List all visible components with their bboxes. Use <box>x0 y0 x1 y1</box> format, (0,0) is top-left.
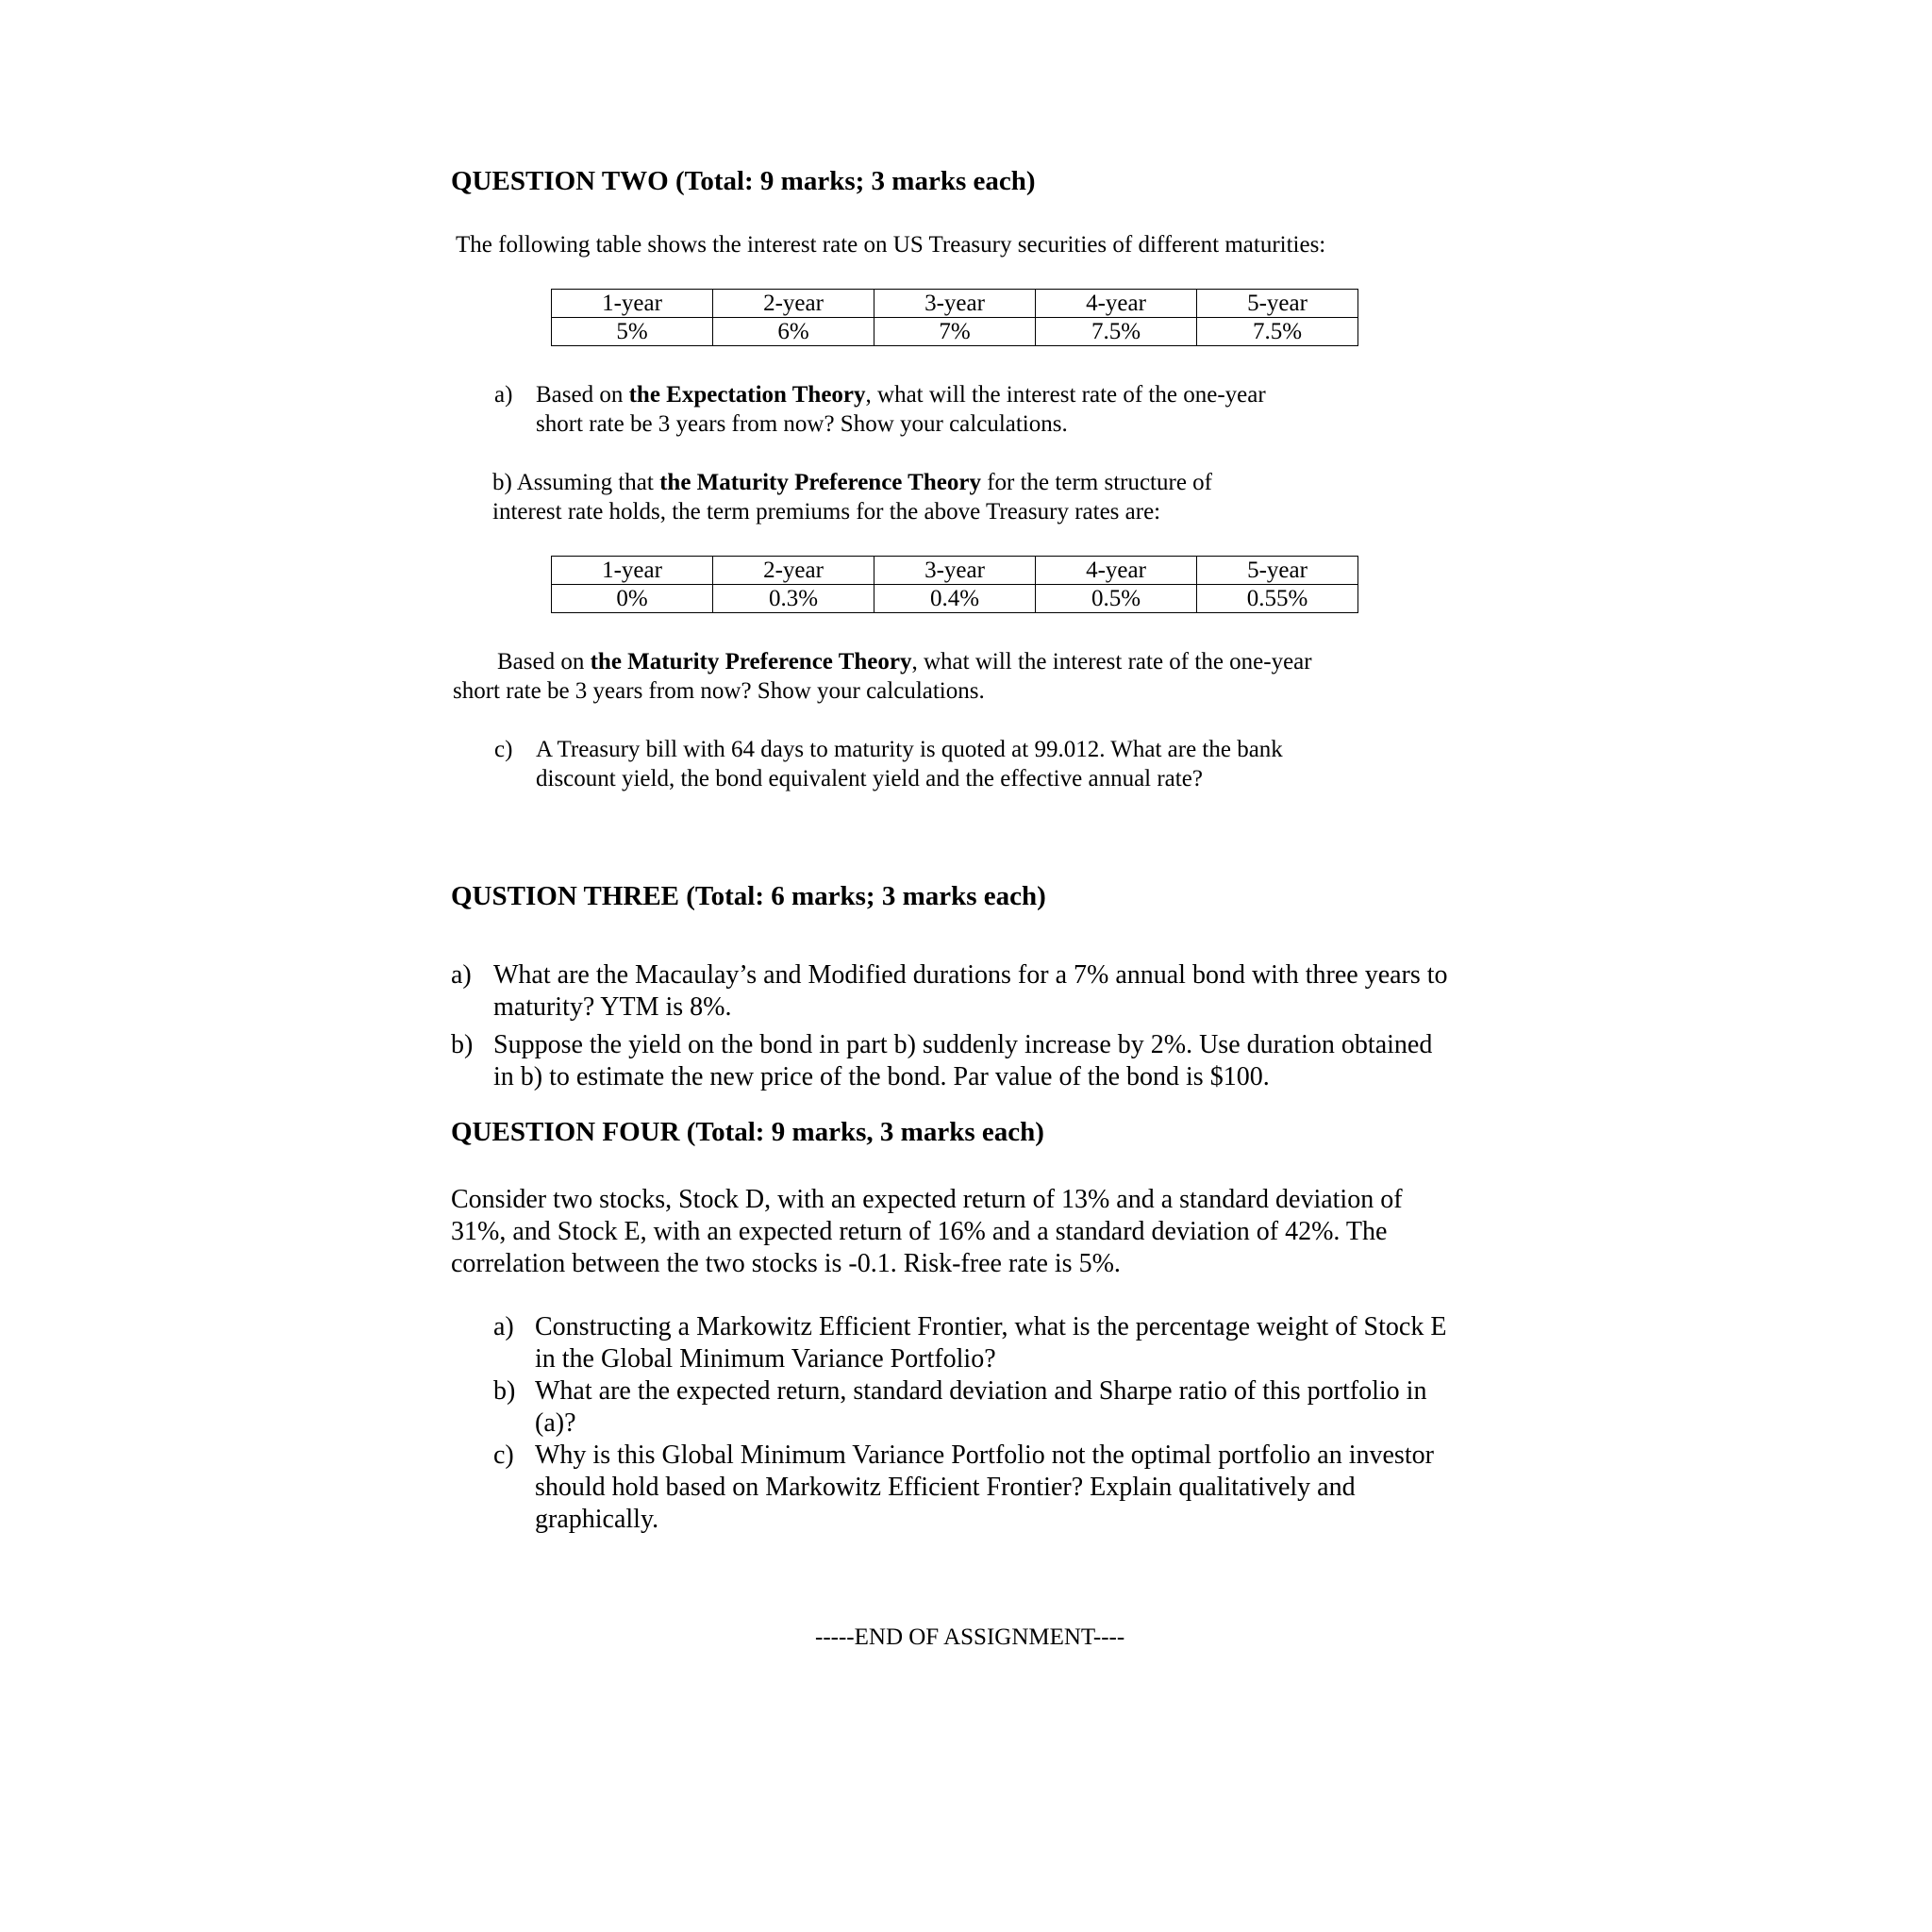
text-line: What are the expected return, standard deviation and Sharpe ratio of this portfolio in <box>535 1376 1427 1406</box>
text-line: in the Global Minimum Variance Portfolio? <box>535 1344 996 1374</box>
text-run: , what will the interest rate of the one-year <box>911 649 1312 675</box>
question-two-heading: QUESTION TWO (Total: 9 marks; 3 marks each) <box>451 166 1036 196</box>
text-run: Based on <box>536 382 629 408</box>
question-two-part-b <box>492 468 1530 530</box>
question-two-part-a <box>494 380 1532 442</box>
text-line: interest rate holds, the term premiums for the above Treasury rates are: <box>492 499 1161 525</box>
question-two-part-c <box>494 735 1532 797</box>
text-line: A Treasury bill with 64 days to maturity is quoted at 99.012. What are the bank <box>536 737 1283 762</box>
text-run: , what will the interest rate of the one-year <box>865 382 1266 408</box>
table-row <box>552 585 1358 613</box>
treasury-rates-table <box>551 289 1358 346</box>
text-line: Suppose the yield on the bond in part b) suddenly increase by 2%. Use duration obtained <box>493 1030 1433 1059</box>
text-line: 31%, and Stock E, with an expected return of 16% and a standard deviation of 42%. The <box>451 1217 1388 1246</box>
table-cell: 7% <box>874 318 1036 346</box>
table-cell: 4-year <box>1036 290 1197 318</box>
text-line: maturity? YTM is 8%. <box>493 992 732 1022</box>
bold-term: the Maturity Preference Theory <box>659 470 981 495</box>
table-cell: 5-year <box>1197 290 1358 318</box>
bold-term: the Maturity Preference Theory <box>590 649 912 675</box>
table-cell: 6% <box>713 318 874 346</box>
question-two-part-b-question <box>453 647 1491 709</box>
table-cell: 4-year <box>1036 557 1197 585</box>
text-line: Why is this Global Minimum Variance Portfolio not the optimal portfolio an investor <box>535 1441 1434 1470</box>
text-line: What are the Macaulay’s and Modified durations for a 7% annual bond with three years to <box>493 960 1448 990</box>
question-two-intro: The following table shows the interest rate on US Treasury securities of different maturities: <box>456 232 1326 258</box>
question-three-part-a <box>451 959 1536 1025</box>
text-line: Constructing a Markowitz Efficient Frontier, what is the percentage weight of Stock E <box>535 1312 1447 1341</box>
table-cell: 0.5% <box>1036 585 1197 613</box>
question-four-heading: QUESTION FOUR (Total: 9 marks, 3 marks each) <box>451 1117 1044 1147</box>
table-cell: 2-year <box>713 290 874 318</box>
item-label: a) <box>493 1312 514 1341</box>
table-cell: 1-year <box>552 290 713 318</box>
table-cell: 2-year <box>713 557 874 585</box>
item-label: b) <box>451 1030 474 1059</box>
table-cell: 3-year <box>874 290 1036 318</box>
item-label: a) <box>451 960 472 990</box>
end-of-assignment-footer: -----END OF ASSIGNMENT---- <box>815 1624 1125 1650</box>
text-line: discount yield, the bond equivalent yield and the effective annual rate? <box>536 766 1203 791</box>
item-label: a) <box>494 382 513 408</box>
table-cell: 5-year <box>1197 557 1358 585</box>
question-four-part-a <box>493 1311 1541 1377</box>
table-cell: 0.3% <box>713 585 874 613</box>
text-line: short rate be 3 years from now? Show your calculations. <box>453 678 985 704</box>
text-run: for the term structure of <box>980 470 1212 495</box>
bold-term: the Expectation Theory <box>628 382 866 408</box>
text-run: Based on <box>497 649 591 675</box>
text-line: graphically. <box>535 1505 659 1534</box>
item-label: b) <box>493 1376 516 1406</box>
table-cell: 0% <box>552 585 713 613</box>
text-line: in b) to estimate the new price of the bond. Par value of the bond is $100. <box>493 1062 1270 1091</box>
text-line: correlation between the two stocks is -0.1. Risk-free rate is 5%. <box>451 1249 1121 1278</box>
table-row <box>552 318 1358 346</box>
item-label: c) <box>494 737 513 762</box>
text-line: short rate be 3 years from now? Show your calculations. <box>536 411 1068 437</box>
text-line: should hold based on Markowitz Efficient Frontier? Explain qualitatively and <box>535 1473 1356 1502</box>
table-cell: 0.4% <box>874 585 1036 613</box>
table-cell: 7.5% <box>1036 318 1197 346</box>
table-cell: 1-year <box>552 557 713 585</box>
table-header-row <box>552 290 1358 318</box>
text-line: (a)? <box>535 1408 576 1438</box>
text-run: b) Assuming that <box>492 470 660 495</box>
question-three-heading: QUSTION THREE (Total: 6 marks; 3 marks each) <box>451 881 1046 911</box>
table-header-row <box>552 557 1358 585</box>
table-cell: 5% <box>552 318 713 346</box>
item-label: c) <box>493 1441 514 1470</box>
table-cell: 7.5% <box>1197 318 1358 346</box>
question-four-part-b <box>493 1375 1541 1441</box>
question-four-intro <box>451 1184 1536 1282</box>
question-four-part-c <box>493 1440 1541 1538</box>
text-line: Consider two stocks, Stock D, with an expected return of 13% and a standard deviation of <box>451 1185 1403 1214</box>
table-cell: 3-year <box>874 557 1036 585</box>
question-three-part-b <box>451 1029 1536 1095</box>
table-cell: 0.55% <box>1197 585 1358 613</box>
term-premiums-table <box>551 556 1358 613</box>
